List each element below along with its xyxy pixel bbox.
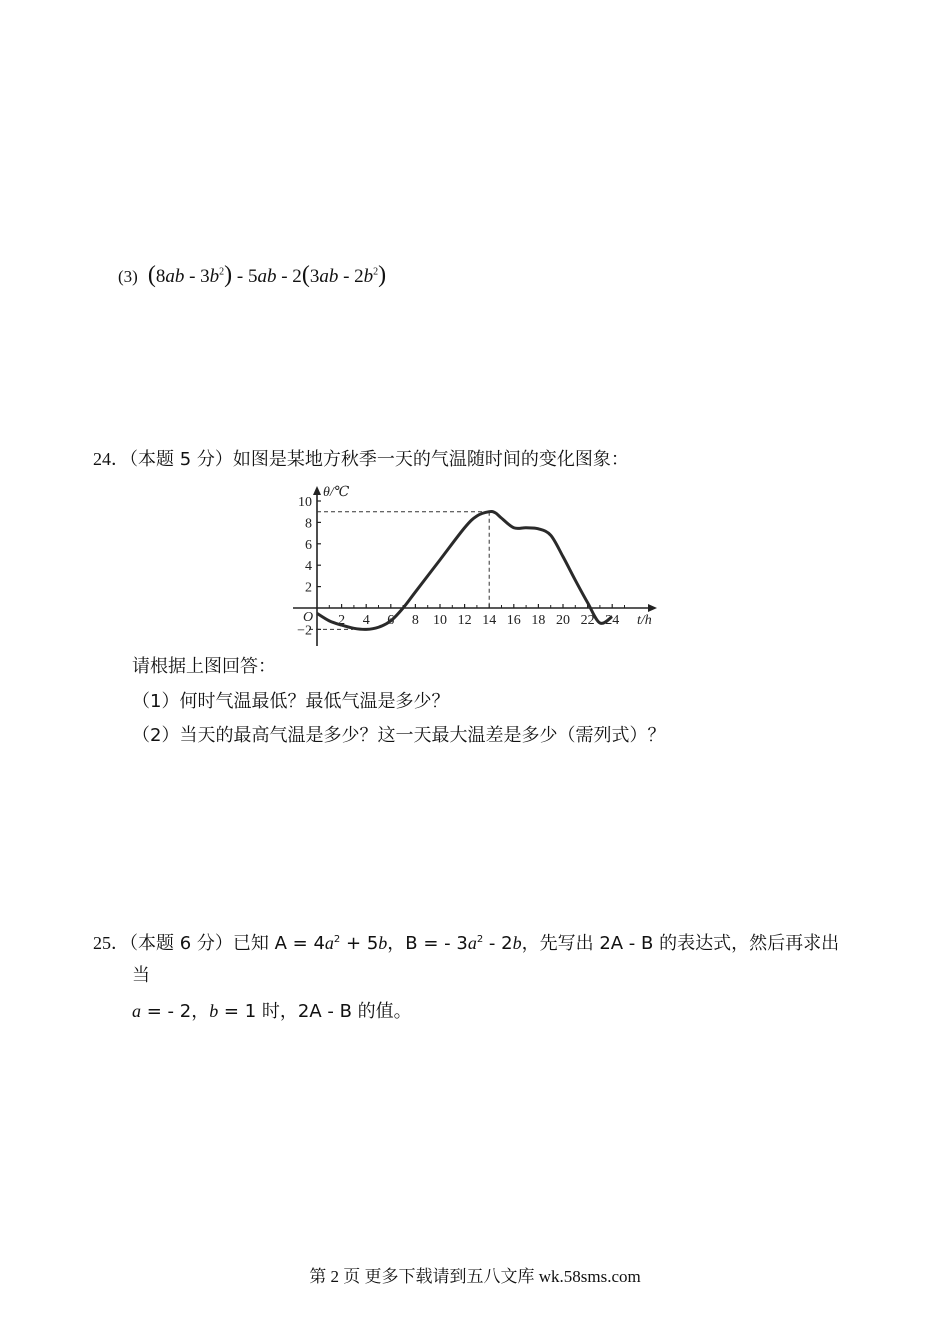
instruction: 请根据上图回答： [132, 656, 276, 677]
x-tick-label: 4 [362, 613, 370, 628]
expression-23-3 [118, 262, 386, 289]
x-axis-label: t/h [637, 613, 652, 628]
var: b [512, 933, 522, 953]
x-tick-label: 22 [580, 613, 595, 628]
question-25-line2: 当 [132, 965, 150, 986]
y-tick-label: 8 [305, 516, 312, 532]
y-tick-label: 10 [298, 495, 312, 510]
term: - 3 [184, 266, 210, 287]
term: 3 [309, 266, 320, 287]
x-tick-label: 24 [605, 613, 620, 628]
y-tick-label: 6 [305, 537, 312, 553]
y-axis-arrow [313, 486, 321, 495]
exponent: 2 [219, 266, 225, 278]
exponent: 2 [476, 934, 484, 945]
text: （本题 6 分）已知 A = 4 [129, 933, 325, 954]
term: - 5 [232, 266, 258, 287]
x-tick-label: 12 [457, 613, 472, 628]
y-tick-label: 4 [305, 559, 312, 575]
question-25-line1 [93, 929, 839, 955]
var: b [209, 266, 220, 287]
question-24-title [93, 445, 629, 471]
y-tick-label: −2 [297, 623, 312, 639]
text: ，B = - 3 [387, 933, 468, 954]
question-24-part1: （1）何时气温最低？最低气温是多少？ [132, 691, 450, 712]
y-axis-label: θ/℃ [323, 485, 350, 500]
var: ab [257, 266, 277, 287]
term: 8 [155, 266, 166, 287]
text: ，先写出 2A - B 的表达式，然后再求出 [521, 933, 840, 954]
paren: ( [301, 262, 310, 288]
question-number: 24． [93, 449, 129, 469]
x-tick-label: 20 [556, 613, 570, 628]
var: b [378, 933, 388, 953]
x-tick-label: 16 [506, 613, 521, 628]
origin-label: O [303, 610, 314, 625]
x-axis-arrow [648, 604, 657, 612]
var: ab [165, 266, 185, 287]
exponent: 2 [373, 266, 379, 278]
question-text: （本题 5 分）如图是某地方秋季一天的气温随时间的变化图象： [129, 449, 629, 470]
temperature-chart [285, 478, 665, 653]
text: = 1 时，2A - B 的值。 [218, 1001, 412, 1022]
y-tick-label: 2 [305, 580, 312, 596]
paren: ) [378, 262, 387, 288]
term: - 2 [338, 266, 364, 287]
paren: ) [224, 262, 233, 288]
paren: ( [147, 262, 156, 288]
x-tick-label: 14 [482, 613, 497, 628]
question-number: 25． [93, 933, 129, 953]
var: a [324, 933, 334, 953]
chart-series [309, 511, 612, 629]
question-24-part2: （2）当天的最高气温是多少？这一天最大温差是多少（需列式）？ [132, 725, 666, 746]
var: b [363, 266, 374, 287]
question-25-line3 [132, 997, 412, 1023]
page-footer: 第 2 页 更多下载请到五八文库 wk.58sms.com [309, 1267, 641, 1286]
text: + 5 [340, 933, 379, 954]
x-tick-label: 10 [433, 613, 447, 628]
x-tick-label: 8 [411, 613, 419, 628]
text: - 2 [483, 933, 513, 954]
temperature-curve [317, 511, 612, 629]
var: b [209, 1001, 219, 1021]
x-tick-label: 18 [531, 613, 546, 628]
chart-labels [297, 485, 652, 638]
var: a [467, 933, 477, 953]
text: = - 2， [141, 1001, 210, 1022]
x-tick-label: 6 [387, 613, 395, 628]
var: ab [319, 266, 339, 287]
exponent: 2 [333, 934, 341, 945]
var: a [132, 1001, 141, 1021]
item-number: (3) [118, 267, 138, 286]
term: - 2 [276, 266, 302, 287]
x-tick-label: 2 [338, 613, 346, 628]
